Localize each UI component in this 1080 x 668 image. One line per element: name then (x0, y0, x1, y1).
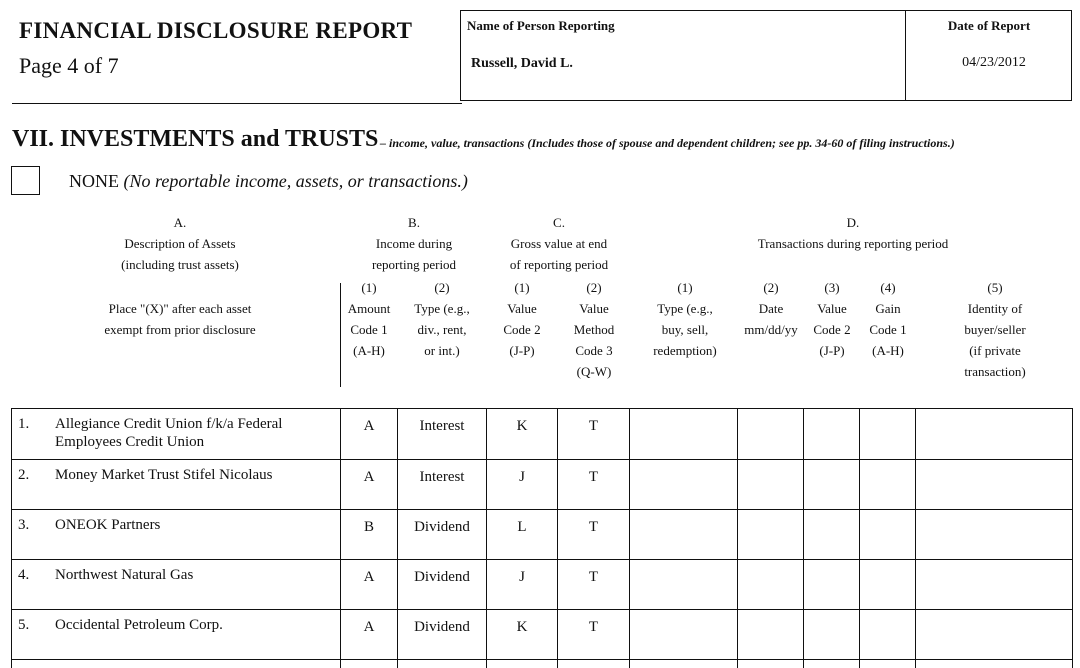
continuation-cell (916, 660, 1073, 668)
col-b2-l3: or int.) (424, 343, 460, 358)
col-d1-header (632, 277, 738, 361)
col-b2-num: (2) (434, 280, 450, 295)
transaction-type-cell (630, 510, 738, 559)
col-c1-l3: (J-P) (509, 343, 535, 358)
income-amount: A (363, 418, 375, 434)
col-b1-l3: (A-H) (353, 343, 385, 358)
table-row (11, 510, 1073, 560)
none-note: (No reportable income, assets, or transactions.) (123, 171, 468, 191)
income-amount-cell (341, 560, 398, 609)
value-code: J (519, 569, 525, 585)
col-c1-l2: Code 2 (503, 322, 541, 337)
col-d3-l3: (J-P) (819, 343, 845, 358)
transaction-date-cell (738, 510, 804, 559)
value-method-cell (558, 610, 630, 659)
transaction-type-cell (630, 460, 738, 509)
col-a-note1: Place "(X)" after each asset (108, 301, 252, 316)
date-label: Date of Report (947, 18, 1031, 33)
investments-table (11, 408, 1073, 668)
transaction-value-cell (804, 409, 860, 459)
continuation-cell (398, 660, 487, 668)
income-type: Dividend (414, 519, 470, 535)
transaction-value-cell (804, 460, 860, 509)
col-c1-num: (1) (514, 280, 530, 295)
asset-description: ONEOK Partners (55, 517, 161, 533)
col-d5-num: (5) (987, 280, 1003, 295)
col-c-line1: Gross value at end (510, 236, 608, 251)
transaction-gain-cell (860, 409, 916, 459)
col-d5-header (916, 277, 1074, 382)
asset-description-cell (11, 510, 341, 559)
form-title: FINANCIAL DISCLOSURE REPORT (19, 18, 413, 43)
col-b1-num: (1) (361, 280, 377, 295)
col-d3-l2: Code 2 (813, 322, 851, 337)
col-d4-l2: Code 1 (869, 322, 907, 337)
col-b-header (340, 212, 488, 275)
value-code-cell (487, 560, 558, 609)
col-b2-l2: div., rent, (417, 322, 467, 337)
col-d5-l2: buyer/seller (964, 322, 1026, 337)
col-b1-l1: Amount (347, 301, 391, 316)
asset-description: Money Market Trust Stifel Nicolaus (55, 467, 273, 483)
value-code-cell (487, 510, 558, 559)
continuation-cell (738, 660, 804, 668)
asset-description: Allegiance Credit Union f/k/a Federal Employees Credit Union (55, 416, 283, 450)
table-row (11, 610, 1073, 660)
col-d1-num: (1) (677, 280, 693, 295)
income-type: Dividend (414, 619, 470, 635)
value-method: T (588, 569, 599, 585)
continuation-cell (558, 660, 630, 668)
page-number: Page 4 of 7 (19, 53, 119, 78)
continuation-cell (860, 660, 916, 668)
continuation-cell (341, 660, 398, 668)
col-d1-l1: Type (e.g., (657, 301, 713, 316)
transaction-date-cell (738, 409, 804, 459)
asset-description-cell (11, 610, 341, 659)
value-method: T (588, 519, 599, 535)
continuation-cell (11, 660, 341, 668)
value-code-cell (487, 610, 558, 659)
buyer-seller-cell (916, 560, 1073, 609)
col-d1-l2: buy, sell, (661, 322, 709, 337)
section-title: VII. INVESTMENTS and TRUSTS (12, 126, 379, 152)
col-d-line1: Transactions during reporting period (757, 236, 949, 251)
row-number: 3. (18, 517, 30, 533)
income-amount-cell (341, 460, 398, 509)
col-d5-l4: transaction) (964, 364, 1026, 379)
buyer-seller-cell (916, 610, 1073, 659)
col-c2-header (558, 277, 630, 382)
asset-description-cell (11, 560, 341, 609)
value-code: K (516, 619, 528, 635)
col-b1-l2: Code 1 (350, 322, 388, 337)
col-a-note2: exempt from prior disclosure (104, 322, 256, 337)
col-d4-l3: (A-H) (872, 343, 904, 358)
transaction-gain-cell (860, 560, 916, 609)
row-number: 2. (18, 467, 30, 483)
income-type-cell (398, 610, 487, 659)
col-d2-l2: mm/dd/yy (744, 322, 798, 337)
transaction-value-cell (804, 610, 860, 659)
col-a-b-divider (340, 283, 341, 387)
continuation-cell (630, 660, 738, 668)
name-label: Name of Person Reporting (467, 18, 615, 33)
income-amount: B (363, 519, 374, 535)
col-a-note (40, 298, 320, 340)
value-method-cell (558, 510, 630, 559)
transaction-gain-cell (860, 460, 916, 509)
buyer-seller-cell (916, 460, 1073, 509)
col-b2-l1: Type (e.g., (414, 301, 470, 316)
income-type-cell (398, 409, 487, 459)
col-c1-l1: Value (507, 301, 537, 316)
value-method: T (588, 469, 599, 485)
row-number: 4. (18, 567, 30, 583)
col-d-header (632, 212, 1074, 254)
col-d2-l1: Date (758, 301, 784, 316)
col-d4-l1: Gain (875, 301, 901, 316)
income-type: Interest (419, 418, 465, 434)
value-method-cell (558, 409, 630, 459)
value-method-cell (558, 560, 630, 609)
table-continuation (11, 660, 1073, 668)
col-c2-num: (2) (586, 280, 602, 295)
value-code: L (517, 519, 527, 535)
continuation-cell (804, 660, 860, 668)
none-label (69, 171, 468, 192)
col-b2-header (398, 277, 486, 361)
col-a-line2: (including trust assets) (121, 257, 239, 272)
income-type: Interest (419, 469, 465, 485)
value-method: T (588, 619, 599, 635)
buyer-seller-cell (916, 409, 1073, 459)
row-number: 1. (18, 416, 30, 432)
value-method: T (588, 418, 599, 434)
income-amount-cell (341, 409, 398, 459)
col-b-letter: B. (408, 215, 420, 230)
transaction-date-cell (738, 560, 804, 609)
col-d1-l3: redemption) (653, 343, 717, 358)
col-c-line2: of reporting period (509, 257, 609, 272)
value-code-cell (487, 460, 558, 509)
transaction-date-cell (738, 610, 804, 659)
section-subtitle: – income, value, transactions (Includes those of spouse and dependent children; see pp. 34-60 of filing instructions.) (380, 136, 955, 150)
income-type-cell (398, 510, 487, 559)
col-d4-num: (4) (880, 280, 896, 295)
asset-description: Occidental Petroleum Corp. (55, 617, 223, 633)
none-text: NONE (69, 171, 119, 191)
col-c-header (486, 212, 632, 275)
col-d3-num: (3) (824, 280, 840, 295)
transaction-date-cell (738, 460, 804, 509)
income-amount-cell (341, 610, 398, 659)
none-checkbox[interactable] (11, 166, 40, 195)
table-row (11, 408, 1073, 460)
col-d2-num: (2) (763, 280, 779, 295)
col-b-line1: Income during (375, 236, 453, 251)
report-date: 04/23/2012 (962, 55, 1026, 70)
header-rule (12, 103, 462, 104)
col-c2-l2: Method (573, 322, 615, 337)
col-c1-header (486, 277, 558, 361)
table-row (11, 460, 1073, 510)
income-amount: A (363, 569, 375, 585)
transaction-gain-cell (860, 510, 916, 559)
asset-description: Northwest Natural Gas (55, 567, 194, 583)
income-amount: A (363, 619, 375, 635)
col-d5-l1: Identity of (967, 301, 1023, 316)
col-d5-l3: (if private (969, 343, 1021, 358)
col-a-header (40, 212, 320, 275)
col-a-letter: A. (173, 215, 187, 230)
col-d3-l1: Value (817, 301, 847, 316)
transaction-type-cell (630, 610, 738, 659)
col-b1-header (340, 277, 398, 361)
value-code: J (519, 469, 525, 485)
col-a-line1: Description of Assets (124, 236, 236, 251)
col-c2-l4: (Q-W) (576, 364, 612, 379)
income-type-cell (398, 460, 487, 509)
buyer-seller-cell (916, 510, 1073, 559)
transaction-type-cell (630, 560, 738, 609)
value-method-cell (558, 460, 630, 509)
transaction-type-cell (630, 409, 738, 459)
asset-description-cell (11, 460, 341, 509)
income-amount: A (363, 469, 375, 485)
value-code-cell (487, 409, 558, 459)
table-row (11, 560, 1073, 610)
col-c2-l1: Value (579, 301, 609, 316)
reporter-name: Russell, David L. (471, 56, 573, 71)
income-type: Dividend (414, 569, 470, 585)
income-amount-cell (341, 510, 398, 559)
transaction-gain-cell (860, 610, 916, 659)
row-number: 5. (18, 617, 30, 633)
asset-description-cell (11, 409, 341, 459)
col-c2-l3: Code 3 (575, 343, 613, 358)
col-d2-header (738, 277, 804, 340)
continuation-cell (487, 660, 558, 668)
transaction-value-cell (804, 510, 860, 559)
col-b-line2: reporting period (371, 257, 457, 272)
col-d4-header (860, 277, 916, 361)
value-code: K (516, 418, 528, 434)
transaction-value-cell (804, 560, 860, 609)
col-d-letter: D. (846, 215, 860, 230)
col-c-letter: C. (553, 215, 565, 230)
col-d3-header (804, 277, 860, 361)
income-type-cell (398, 560, 487, 609)
